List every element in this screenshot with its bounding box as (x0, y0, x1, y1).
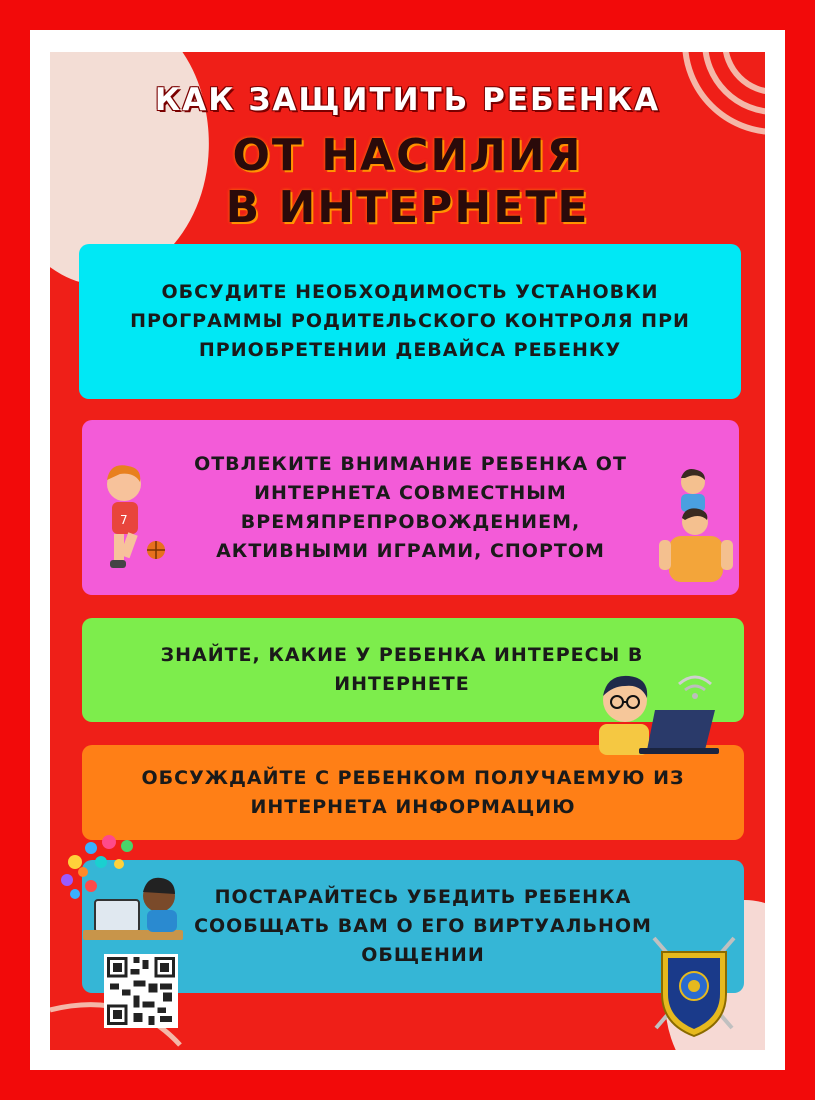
boy-basketball-icon (90, 460, 170, 580)
kid-laptop-icon (595, 670, 725, 755)
title-line-3: В ИНТЕРНЕТЕ (225, 182, 590, 233)
svg-text:7: 7 (120, 513, 128, 527)
tip-card-distract (82, 420, 739, 595)
title-line-1: КАК ЗАЩИТИТЬ РЕБЕНКА (154, 82, 661, 118)
kid-computer-social-icon (55, 812, 185, 942)
tip-text: ОТВЛЕКИТЕ ВНИМАНИЕ РЕБЕНКА ОТ ИНТЕРНЕТА СОВМЕСТНЫМ ВРЕМЯПРЕПРОВОЖДЕНИЕМ, АКТИВНЫМИ ИГРАМИ, СПОРТОМ (194, 452, 627, 562)
poster (50, 52, 765, 1050)
tip-card-parental-control (79, 244, 741, 399)
tip-text: ОБСУЖДАЙТЕ С РЕБЕНКОМ ПОЛУЧАЕМУЮ ИЗ ИНТЕРНЕТА ИНФОРМАЦИЮ (141, 766, 685, 818)
tip-text: ОБСУДИТЕ НЕОБХОДИМОСТЬ УСТАНОВКИ ПРОГРАММЫ РОДИТЕЛЬСКОГО КОНТРОЛЯ ПРИ ПРИОБРЕТЕНИИ ДЕВАЙСА РЕБЕНКУ (130, 281, 690, 361)
tip-text: ЗНАЙТЕ, КАКИЕ У РЕБЕНКА ИНТЕРЕСЫ В ИНТЕРНЕТЕ (160, 644, 644, 695)
father-child-icon (655, 464, 735, 584)
title-line-2-3 (50, 130, 765, 234)
investigative-committee-emblem-icon (648, 932, 740, 1042)
tip-text: ПОСТАРАЙТЕСЬ УБЕДИТЬ РЕБЕНКА СООБЩАТЬ ВАМ О ЕГО ВИРТУАЛЬНОМ ОБЩЕНИИ (194, 886, 652, 966)
qr-code-icon (104, 954, 178, 1028)
title-line-2: ОТ НАСИЛИЯ (232, 130, 583, 181)
